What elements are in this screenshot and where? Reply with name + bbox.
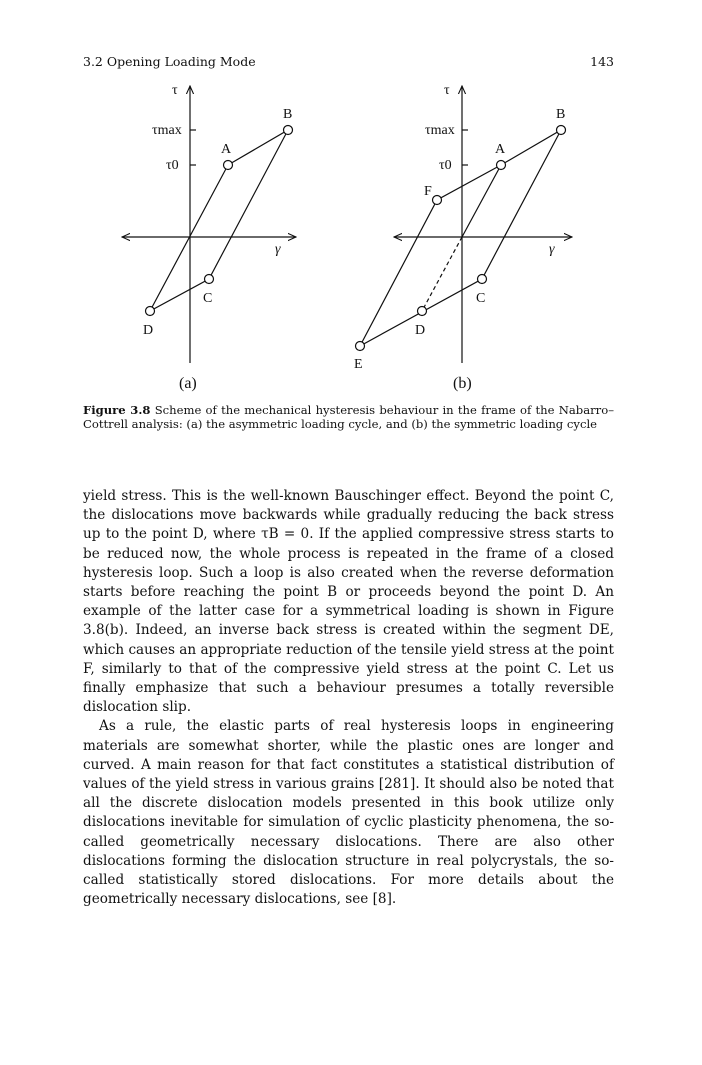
panel-b-points [356,126,566,351]
panel-a-points [146,126,293,316]
panel-a-point-a [224,161,233,170]
figure-3-8 [0,0,702,400]
panel-a [122,86,296,363]
paragraph-2: As a rule, the elastic parts of real hysteresis loops in engineering materials are somewhat shorter, while the plastic ones are longer and curved. A main reason for that fact constitutes a statistical distribution of values of the yield stress in various grains [281]. It should also be noted that all the discrete dislocation models presented in this book utilize only dislocations inevitable for simulation of cyclic plasticity phenomena, the so-called geometrically necessary dislocations. There are also other dislocations forming the dislocation structure in real polycrystals, the so-called statistically stored dislocations. For more details about the geometrically necessary dislocations, see [8]. [83,718,614,908]
panel-b-t0-label: τ0 [439,158,452,173]
panel-a-point-c [205,275,214,284]
panel-b-point-d [418,307,427,316]
panel-b-label-c: C [476,291,486,306]
panel-a-label-d: D [143,323,154,338]
panel-b-tmax-label: τmax [425,123,455,138]
panel-b-label-b: B [556,107,566,122]
panel-b-point-b [557,126,566,135]
paragraph-1: yield stress. This is the well-known Bauschinger effect. Beyond the point C, the dislocations move backwards while gradually reducing the back stress up to the point D, where τB = 0. If the applied compressive stress starts to be reduced now, the whole process is repeated in the frame of a closed hysteresis loop. Such a loop is also created when the reverse deformation starts before reaching the point B or proceeds beyond the point D. An example of the latter case for a symmetrical loading is shown in Figure 3.8(b). Indeed, an inverse back stress is created within the segment DE, which causes an appropriate reduction of the tensile yield stress at the point F, similarly to that of the compressive yield stress at the point C. Let us finally emphasize that such a behaviour presumes a totally reversible dislocation slip. [83,488,614,716]
panel-b-label-d: D [415,323,426,338]
figure-caption-label: Figure 3.8 [83,403,151,417]
panel-b-point-e [356,342,365,351]
panel-b [360,86,572,363]
panel-a-t0-label: τ0 [166,158,179,173]
panel-b-dashed-branch [422,237,462,311]
panel-b-x-label: γ [549,242,555,257]
panel-b-label-f: F [424,184,432,199]
panel-b-point-c [478,275,487,284]
panel-b-loop [360,130,561,346]
panel-b-label-e: E [354,357,363,372]
figure-caption [83,403,614,431]
page-number: 143 [590,54,614,69]
panel-a-caption-label: (a) [179,375,197,392]
panel-a-label-c: C [203,291,213,306]
panel-a-x-label: γ [275,242,281,257]
section-title: 3.2 Opening Loading Mode [83,54,256,69]
panel-a-y-label: τ [172,83,178,98]
panel-a-tmax-label: τmax [152,123,182,138]
body-text [83,487,614,909]
panel-b-point-f [433,196,442,205]
panel-b-label-a: A [495,142,506,157]
panel-b-caption-label: (b) [453,375,472,392]
panel-a-point-d [146,307,155,316]
panel-b-y-label: τ [444,83,450,98]
panel-a-point-b [284,126,293,135]
figure-caption-text: Scheme of the mechanical hysteresis behaviour in the frame of the Nabarro–Cottrell analysis: (a) the asymmetric loading cycle, and (b) the symmetric loading cycle [83,403,614,431]
panel-b-point-a [497,161,506,170]
panel-a-label-a: A [221,142,232,157]
panel-a-label-b: B [283,107,293,122]
